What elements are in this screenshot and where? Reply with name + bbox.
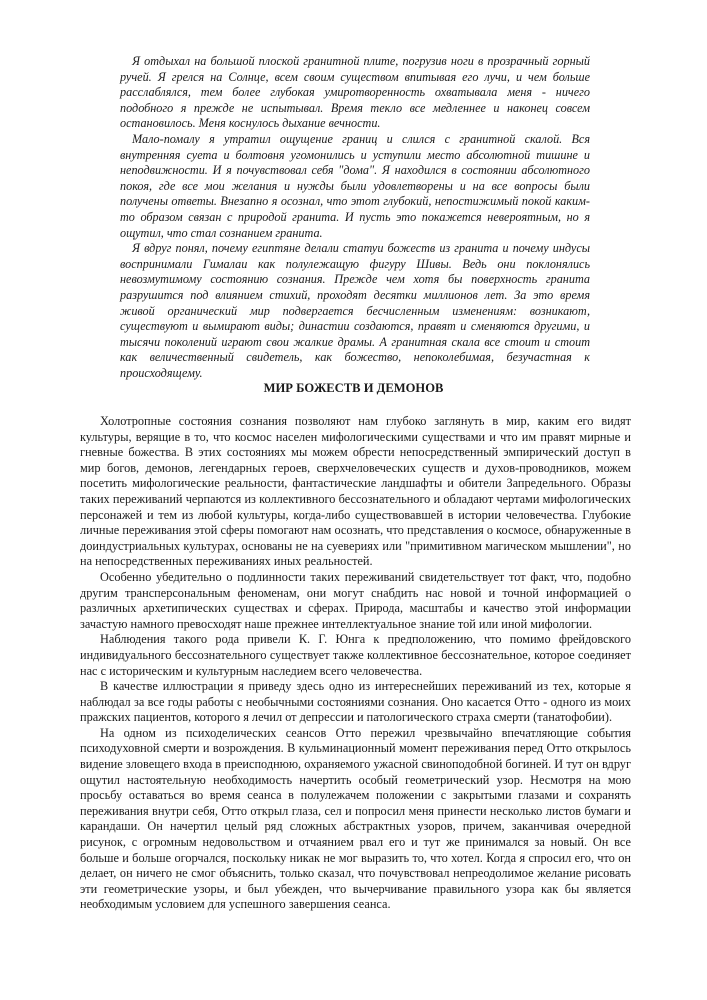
body-paragraph: Холотропные состояния сознания позволяют нам глубоко заглянуть в мир, каким его видят культуры, верящие в то, что космос населен мифологическими существами и что им правят мирные и гневные божества. В этих состояниях мы можем обрести непосредственный эмпирический доступ в мир богов, демонов, легендарных героев, сверхчеловеческих существ и духов-проводников, можем посетить мифологические реальности, фантастические ландшафты и обители Запредельного. Образы таких переживаний черпаются из коллективного бессознательного и обладают чертами мифологических персонажей и тем из любой культуры, когда-либо существовавшей в истории человечества. Глубокие личные переживания этой сферы помогают нам осознать, что представления о космосе, обнаруженные в доиндустриальных культурах, основаны не на суевериях или "примитивном магическом мышлении", но на непосредственных переживаниях иных реальностей.: [80, 414, 631, 569]
body-paragraph: Особенно убедительно о подлинности таких переживаний свидетельствует тот факт, что, подобно другим трансперсональным феноменам, они могут снабдить нас новой и точной информацией о различных архетипических существах и сферах. Природа, масштабы и качество этой информации зачастую намного превосходят наше прежнее интеллектуальное знание той или иной мифологии.: [80, 569, 631, 631]
quote-paragraph: Я отдыхал на большой плоской гранитной плите, погрузив ноги в прозрачный горный ручей. Я грелся на Солнце, всем своим существом впитывая его лучи, и чем больше расслаблялся, тем более глубокая умиротворенность охватывала меня - ничего подобного я прежде не испытывал. Время текло все медленнее и наконец совсем остановилось. Меня коснулось дыхание вечности.: [120, 54, 590, 131]
body-paragraph: В качестве иллюстрации я приведу здесь одно из интереснейших переживаний из тех, которые я наблюдал за все годы работы с необычными состояниями сознания. Оно касается Отто - одного из моих пражских пациентов, которого я лечил от депрессии и патологического страха смерти (танатофобии).: [80, 679, 631, 725]
quote-paragraph: Мало-помалу я утратил ощущение границ и слился с гранитной скалой. Вся внутренняя суета и болтовня угомонились и уступили место абсолютной тишине и неподвижности. И я почувствовал себя "дома". Я находился в состоянии абсолютного покоя, где все мои желания и нужды были удовлетворены и на все вопросы были получены ответы. Внезапно я осознал, что этот глубокий, непостижимый покой каким-то образом связан с природой гранита. И пусть это покажется невероятным, но я ощутил, что стал сознанием гранита.: [120, 131, 590, 240]
body-paragraph: Наблюдения такого рода привели К. Г. Юнга к предположению, что помимо фрейдовского индивидуального бессознательного существует также коллективное бессознательное, которое соединяет нас с историческим и культурным наследием всего человечества.: [80, 632, 631, 678]
body-text: [80, 414, 631, 913]
quote-paragraph: Я вдруг понял, почему египтяне делали статуи божеств из гранита и почему индусы воспринимали Гималаи как полулежащую фигуру Шивы. Ведь они поклонялись невозмутимому состоянию сознания. Прежде чем хотя бы поверхность гранита разрушится под влиянием стихий, проходят десятки миллионов лет. За это время живой органический мир подвергается бесчисленным изменениям: возникают, существуют и вымирают виды; династии создаются, правят и сменяются другими, и тысячи поколений играют свои жалкие драмы. А гранитная скала все стоит и стоит как величественный свидетель, как божество, непоколебимая, безучастная к происходящему.: [120, 241, 590, 380]
section-title: МИР БОЖЕСТВ И ДЕМОНОВ: [263, 381, 444, 395]
body-paragraph: На одном из психоделических сеансов Отто пережил чрезвычайно впечатляющие события психодуховной смерти и возрождения. В кульминационный момент переживания перед Отто открылось видение зловещего входа в преисподнюю, охраняемого ужасной свиноподобной богиней. И тут он вдруг ощутил настоятельную необходимость начертить особый геометрический узор. Несмотря на мою просьбу оставаться во время сеанса в полулежачем положении с закрытыми глазами и сохранять переживания внутри себя, Отто открыл глаза, сел и попросил меня принести несколько листов бумаги и карандаши. Он начертил целый ряд сложных абстрактных узоров, причем, заканчивая очередной рисунок, с огромным недовольством и отчаянием рвал его и тут же принимался за новый. Он все больше и больше огорчался, поскольку никак не мог выразить то, что хотел. Когда я спросил его, что он делает, он ничего не смог объяснить, только сказал, что почувствовал непреодолимое желание рисовать эти геометрические узоры, и был убежден, что вычерчивание правильного узора как бы является необходимым условием для успешного завершения сеанса.: [80, 725, 631, 912]
italic-quote-block: [120, 54, 590, 381]
